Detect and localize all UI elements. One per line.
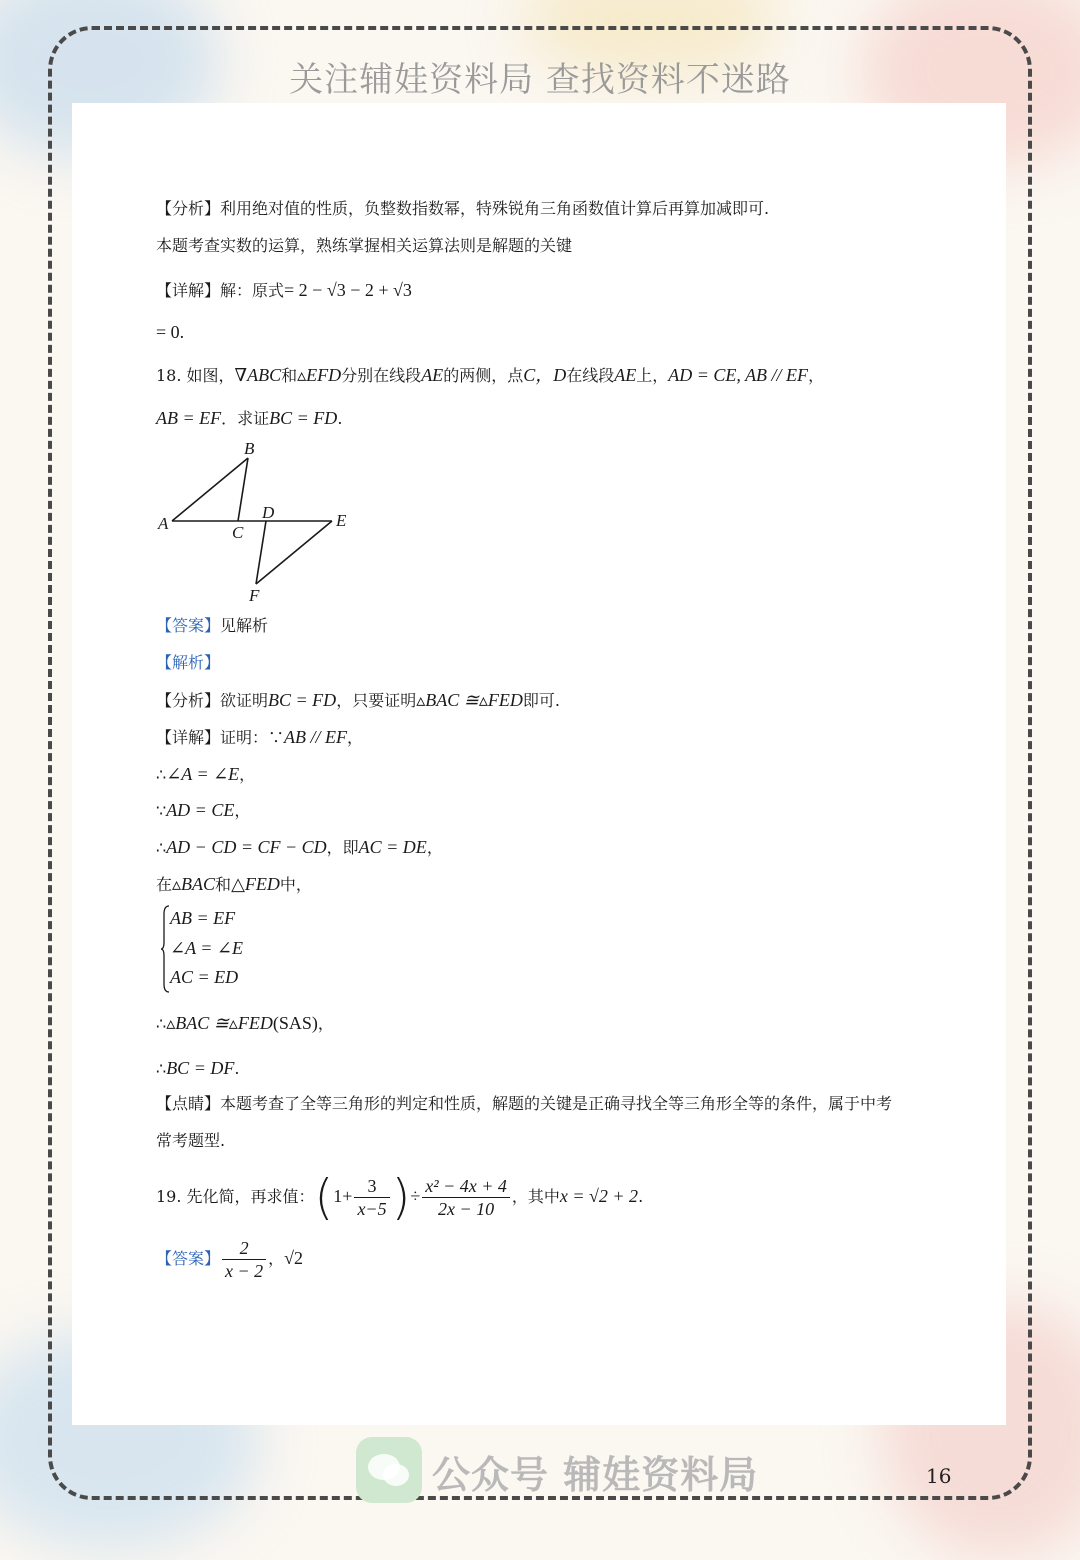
answer-value: √2 bbox=[284, 1248, 304, 1268]
stem-text: 在线段 bbox=[566, 366, 615, 385]
text: . bbox=[234, 1059, 240, 1078]
congruence-system bbox=[160, 904, 310, 994]
stem-text: 的两侧，点 bbox=[443, 366, 524, 385]
proof-step-4 bbox=[156, 874, 312, 895]
analysis-tag: 【分析】 bbox=[156, 691, 221, 710]
wechat-icon bbox=[356, 1437, 422, 1503]
segment-ae: AE bbox=[421, 365, 444, 385]
math: AD = CE bbox=[166, 800, 235, 820]
q19-stem bbox=[156, 1169, 644, 1226]
answer-fraction bbox=[222, 1237, 266, 1282]
text: 中， bbox=[279, 875, 312, 894]
text: ， bbox=[268, 1249, 285, 1268]
q18-detail-line bbox=[156, 727, 363, 748]
math: BC = FD bbox=[268, 690, 337, 710]
therefore-symbol: ∴ bbox=[156, 1059, 167, 1078]
comment-tag: 【点睛】 bbox=[156, 1094, 221, 1113]
math: ▵BAC ≅▵FED bbox=[416, 690, 523, 710]
q18-comment-line bbox=[156, 1094, 892, 1114]
text: 即可. bbox=[522, 691, 560, 710]
numerator: x² − 4x + 4 bbox=[422, 1175, 510, 1198]
proof-step-3 bbox=[156, 837, 443, 858]
page-number: 16 bbox=[926, 1464, 952, 1488]
math: AD − CD = CF − CD bbox=[166, 837, 327, 857]
paren-close: ) bbox=[391, 1169, 411, 1226]
prove-bc-fd: BC = FD bbox=[269, 408, 338, 428]
denominator: x − 2 bbox=[225, 1261, 264, 1281]
text: ，即 bbox=[326, 838, 359, 857]
text: ， bbox=[347, 728, 364, 747]
math: ∠A = ∠E bbox=[166, 764, 240, 784]
detail-tag: 【详解】 bbox=[156, 281, 221, 300]
text: ，只要证明 bbox=[336, 691, 417, 710]
text: 在 bbox=[156, 875, 173, 894]
q17-analysis-line-2: 本题考查实数的运算，熟练掌握相关运算法则是解题的关键 bbox=[156, 236, 573, 255]
analysis-tag: 【分析】 bbox=[156, 199, 221, 218]
fraction-quadratic bbox=[422, 1175, 510, 1220]
proof-step-1 bbox=[156, 764, 255, 785]
text: 证明：∵ bbox=[220, 728, 285, 747]
points-cd: C，D bbox=[523, 365, 567, 385]
text: 和 bbox=[215, 875, 232, 894]
stem-text: ， bbox=[808, 366, 825, 385]
triangle-abc: ∇ABC bbox=[234, 365, 282, 385]
q18-answer-line bbox=[156, 616, 268, 636]
text: 欲证明 bbox=[220, 691, 269, 710]
answer-tag: 【答案】 bbox=[156, 1249, 221, 1268]
detail-prefix: 解：原式 bbox=[220, 281, 285, 300]
system-line-2: ∠A = ∠E bbox=[170, 938, 243, 958]
q17-analysis-line bbox=[156, 199, 769, 219]
label-c: C bbox=[232, 523, 244, 542]
math: AC = DE bbox=[358, 837, 427, 857]
x-value: x = √2 + 2 bbox=[559, 1186, 639, 1206]
proof-step-5 bbox=[156, 1013, 334, 1034]
math: BC = DF bbox=[166, 1058, 235, 1078]
label-d: D bbox=[262, 503, 275, 522]
therefore-symbol: ∴ bbox=[156, 838, 167, 857]
text: ， bbox=[234, 801, 251, 820]
denominator: x−5 bbox=[357, 1199, 387, 1219]
answer-text: 见解析 bbox=[220, 616, 269, 635]
label-b: B bbox=[244, 439, 255, 458]
fraction-3-over-x-5 bbox=[354, 1175, 389, 1220]
divide-sign: ÷ bbox=[410, 1186, 421, 1206]
stem-text: 上， bbox=[636, 366, 669, 385]
q19-number: 19. 先化简，再求值： bbox=[156, 1187, 315, 1206]
q18-stem-line-2 bbox=[156, 408, 342, 429]
label-f: F bbox=[249, 586, 260, 605]
math: ▵BAC bbox=[172, 874, 216, 894]
text: . bbox=[638, 1187, 644, 1206]
q18-number: 18. 如图， bbox=[156, 366, 235, 385]
math: ▵BAC ≅▵FED bbox=[166, 1013, 273, 1033]
given-ab-ef: AB = EF bbox=[156, 408, 222, 428]
text: ，其中 bbox=[511, 1187, 560, 1206]
denominator: 2x − 10 bbox=[437, 1199, 495, 1219]
solution-tag: 【解析】 bbox=[156, 653, 221, 672]
given-conditions: AD = CE, AB // EF bbox=[668, 365, 809, 385]
q17-detail-line bbox=[156, 280, 412, 301]
system-line-3: AC = ED bbox=[170, 967, 239, 987]
label-e: E bbox=[336, 511, 347, 530]
q18-figure bbox=[150, 436, 370, 606]
stem-text: . bbox=[337, 409, 343, 428]
detail-tag: 【详解】 bbox=[156, 728, 221, 747]
detail-expr: = 2 − √3 − 2 + √3 bbox=[284, 280, 412, 300]
footer-brand: 公众号 辅娃资料局 bbox=[432, 1453, 759, 1497]
comment-text: 本题考查了全等三角形的判定和性质，解题的关键是正确寻找全等三角形全等的条件，属于中考 bbox=[220, 1094, 893, 1113]
q19-answer-line bbox=[156, 1232, 303, 1285]
math: AB // EF bbox=[284, 727, 348, 747]
header-title: 关注辅娃资料局 查找资料不迷路 bbox=[289, 60, 791, 100]
q18-stem-line-1 bbox=[156, 365, 824, 386]
stem-text: ．求证 bbox=[221, 409, 270, 428]
stem-text: 和 bbox=[281, 366, 298, 385]
q18-analysis-line bbox=[156, 690, 560, 711]
stem-text: 分别在线段 bbox=[341, 366, 422, 385]
text: ， bbox=[239, 765, 256, 784]
math: 1+ bbox=[333, 1186, 353, 1206]
left-brace-icon bbox=[160, 904, 170, 994]
text: ， bbox=[317, 1014, 334, 1033]
proof-step-6 bbox=[156, 1058, 239, 1079]
paren-open: ( bbox=[314, 1169, 334, 1226]
triangle-efd: ▵EFD bbox=[297, 365, 342, 385]
numerator: 3 bbox=[354, 1175, 389, 1198]
system-line-1: AB = EF bbox=[170, 908, 236, 928]
q17-result: = 0. bbox=[156, 322, 185, 342]
therefore-symbol: ∴ bbox=[156, 765, 167, 784]
q18-comment-line-2: 常考题型. bbox=[156, 1131, 226, 1150]
analysis-text: 利用绝对值的性质，负整数指数幂，特殊锐角三角函数值计算后再算加减即可. bbox=[220, 199, 770, 218]
proof-step-2 bbox=[156, 800, 250, 821]
segment-ae: AE bbox=[614, 365, 637, 385]
answer-tag: 【答案】 bbox=[156, 616, 221, 635]
therefore-symbol: ∴ bbox=[156, 1014, 167, 1033]
math: △FED bbox=[231, 874, 280, 894]
because-symbol: ∵ bbox=[156, 801, 167, 820]
sas-tag: (SAS) bbox=[272, 1013, 318, 1033]
label-a: A bbox=[158, 514, 169, 533]
text: ， bbox=[426, 838, 443, 857]
numerator: 2 bbox=[222, 1237, 266, 1260]
